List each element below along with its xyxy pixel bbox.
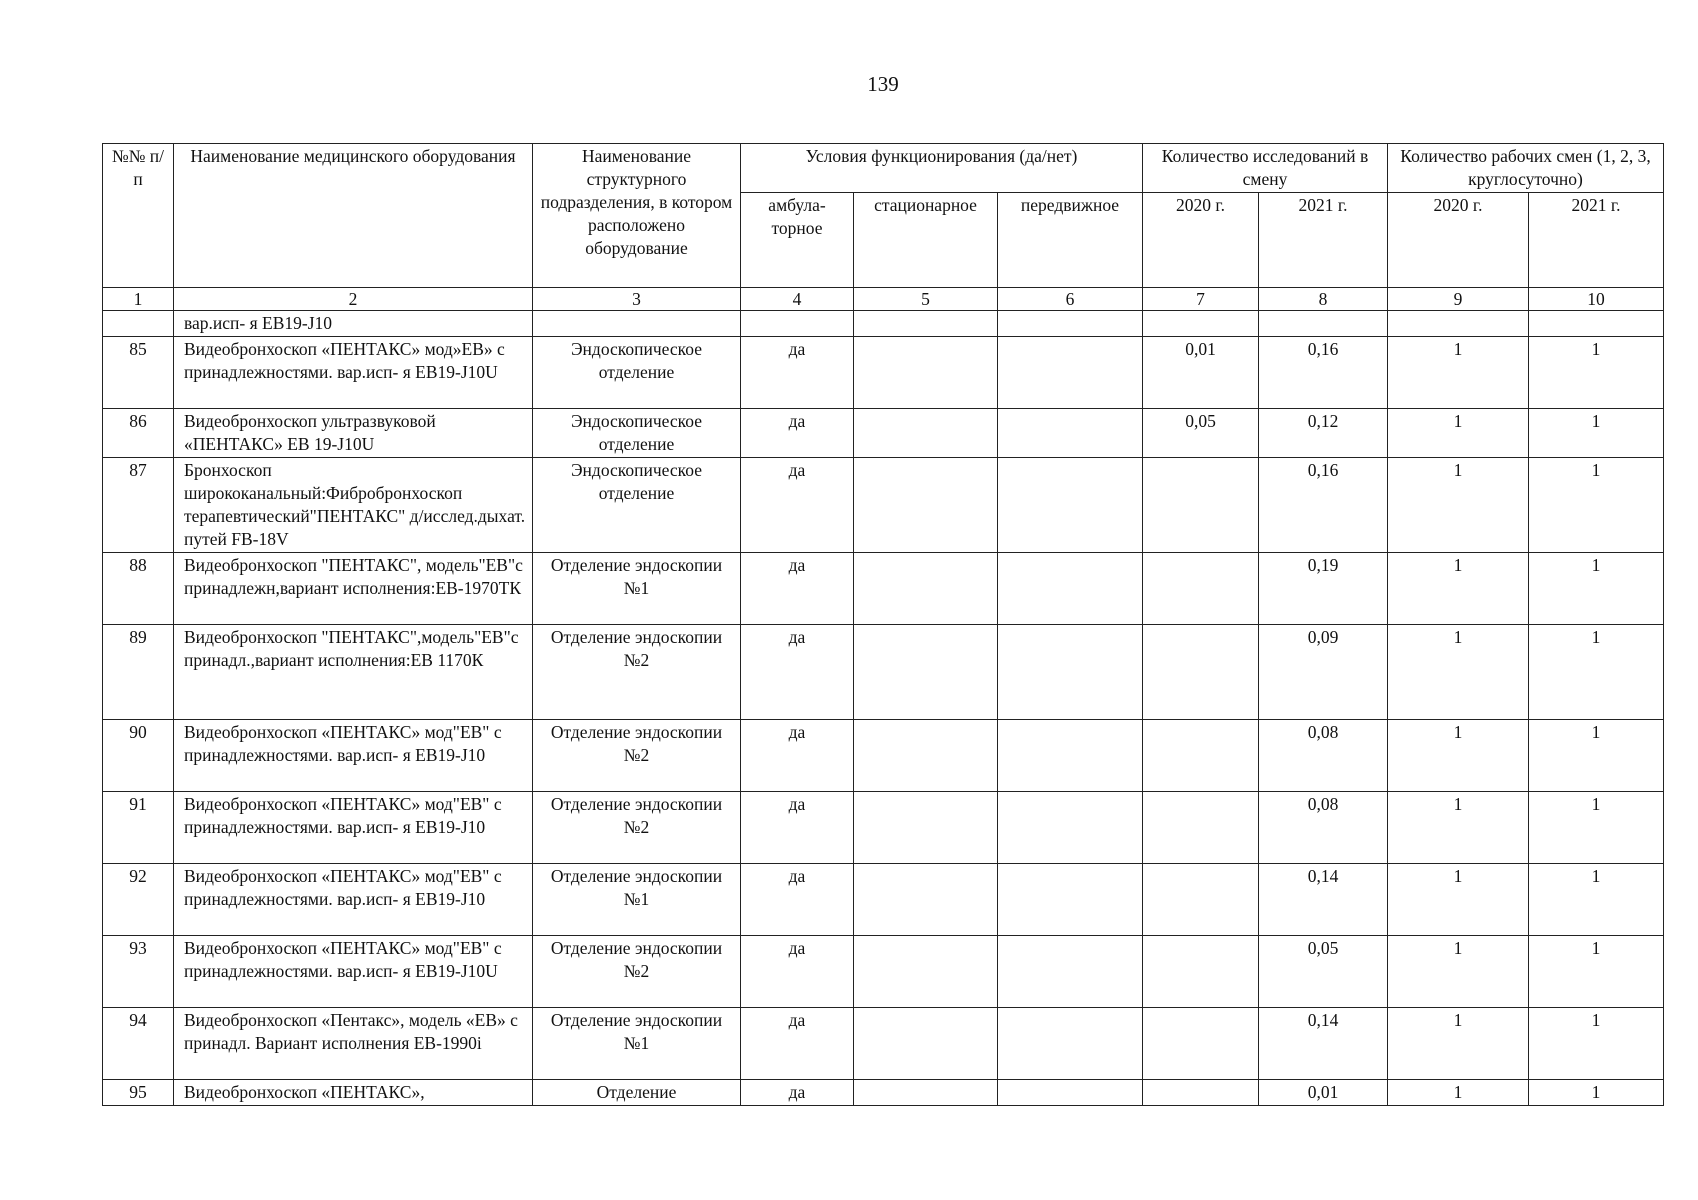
- row-equipment-name: Видеобронхоскоп «ПЕНТАКС» мод"ЕВ" с принадлежностями. вар.исп- я ЕВ19-J10: [174, 792, 533, 864]
- row-num: 92: [103, 864, 174, 936]
- header-studies-2021: 2021 г.: [1259, 193, 1388, 288]
- row-stationary: [854, 409, 998, 458]
- header-work-shifts: Количество рабочих смен (1, 2, 3, круглосуточно): [1388, 144, 1664, 193]
- row-studies-2020: [1143, 553, 1259, 625]
- row-studies-2020: [1143, 1080, 1259, 1106]
- column-number: 2: [174, 288, 533, 311]
- row-num: 89: [103, 625, 174, 720]
- row-num: 95: [103, 1080, 174, 1106]
- continuation-text: вар.исп- я ЕВ19-J10: [174, 311, 533, 337]
- column-numbers-row: [103, 288, 1664, 311]
- row-shifts-2021: 1: [1529, 936, 1664, 1008]
- row-shifts-2021: 1: [1529, 553, 1664, 625]
- row-shifts-2020: 1: [1388, 625, 1529, 720]
- row-ambulatory: да: [741, 864, 854, 936]
- row-shifts-2020: 1: [1388, 792, 1529, 864]
- table-row: [103, 337, 1664, 409]
- row-studies-2021: 0,14: [1259, 1008, 1388, 1080]
- row-shifts-2021: 1: [1529, 458, 1664, 553]
- header-mobile: передвижное: [998, 193, 1143, 288]
- row-mobile: [998, 864, 1143, 936]
- row-num: 91: [103, 792, 174, 864]
- row-equipment-name: Видеобронхоскоп "ПЕНТАКС", модель"ЕВ"с принадлежн,вариант исполнения:ЕВ-1970ТК: [174, 553, 533, 625]
- column-number: 7: [1143, 288, 1259, 311]
- row-studies-2021: 0,19: [1259, 553, 1388, 625]
- row-mobile: [998, 553, 1143, 625]
- row-shifts-2021: 1: [1529, 792, 1664, 864]
- row-shifts-2021: 1: [1529, 409, 1664, 458]
- column-number: 9: [1388, 288, 1529, 311]
- table-row: [103, 625, 1664, 720]
- row-shifts-2020: 1: [1388, 337, 1529, 409]
- row-studies-2020: [1143, 864, 1259, 936]
- continuation-row: [103, 311, 1664, 337]
- table-row: [103, 1008, 1664, 1080]
- row-studies-2020: [1143, 792, 1259, 864]
- row-ambulatory: да: [741, 625, 854, 720]
- column-number: 3: [533, 288, 741, 311]
- row-shifts-2020: 1: [1388, 1080, 1529, 1106]
- row-num: 93: [103, 936, 174, 1008]
- row-department: Отделение эндоскопии №2: [533, 625, 741, 720]
- row-studies-2021: 0,14: [1259, 864, 1388, 936]
- column-number: 8: [1259, 288, 1388, 311]
- row-equipment-name: Видеобронхоскоп "ПЕНТАКС",модель"ЕВ"с принадл.,вариант исполнения:ЕВ 1170К: [174, 625, 533, 720]
- row-equipment-name: Видеобронхоскоп «ПЕНТАКС» мод"ЕВ" с принадлежностями. вар.исп- я ЕВ19-J10: [174, 864, 533, 936]
- row-department: Эндоскопическое отделение: [533, 409, 741, 458]
- row-shifts-2020: 1: [1388, 553, 1529, 625]
- column-number: 1: [103, 288, 174, 311]
- row-ambulatory: да: [741, 553, 854, 625]
- equipment-table: [102, 143, 1664, 1106]
- row-department: Отделение эндоскопии №1: [533, 864, 741, 936]
- row-num: 87: [103, 458, 174, 553]
- row-mobile: [998, 936, 1143, 1008]
- column-number: 4: [741, 288, 854, 311]
- row-mobile: [998, 409, 1143, 458]
- row-num: 90: [103, 720, 174, 792]
- row-shifts-2021: 1: [1529, 337, 1664, 409]
- row-studies-2021: 0,01: [1259, 1080, 1388, 1106]
- row-stationary: [854, 1080, 998, 1106]
- row-mobile: [998, 720, 1143, 792]
- row-studies-2021: 0,16: [1259, 337, 1388, 409]
- row-department: Отделение эндоскопии №1: [533, 1008, 741, 1080]
- table-row: [103, 792, 1664, 864]
- row-ambulatory: да: [741, 792, 854, 864]
- row-department: Отделение эндоскопии №2: [533, 792, 741, 864]
- row-ambulatory: да: [741, 936, 854, 1008]
- table-row: [103, 720, 1664, 792]
- row-stationary: [854, 553, 998, 625]
- row-shifts-2021: 1: [1529, 625, 1664, 720]
- column-number: 6: [998, 288, 1143, 311]
- row-shifts-2020: 1: [1388, 409, 1529, 458]
- row-studies-2020: 0,01: [1143, 337, 1259, 409]
- header-num: №№ п/п: [103, 144, 174, 288]
- row-num: 85: [103, 337, 174, 409]
- row-equipment-name: Видеобронхоскоп ультразвуковой «ПЕНТАКС» ЕВ 19-J10U: [174, 409, 533, 458]
- row-studies-2021: 0,05: [1259, 936, 1388, 1008]
- header-shifts-2021: 2021 г.: [1529, 193, 1664, 288]
- row-stationary: [854, 720, 998, 792]
- table-row: [103, 864, 1664, 936]
- row-equipment-name: Видеобронхоскоп «Пентакс», модель «ЕВ» с принадл. Вариант исполнения ЕВ-1990i: [174, 1008, 533, 1080]
- header-equipment-name: Наименование медицинского оборудования: [174, 144, 533, 288]
- row-studies-2021: 0,08: [1259, 792, 1388, 864]
- row-equipment-name: Бронхоскоп ширококанальный:Фибробронхоскоп терапевтический"ПЕНТАКС" д/исслед.дыхат. путей FB-18V: [174, 458, 533, 553]
- row-shifts-2020: 1: [1388, 864, 1529, 936]
- row-ambulatory: да: [741, 1008, 854, 1080]
- row-studies-2021: 0,16: [1259, 458, 1388, 553]
- row-equipment-name: Видеобронхоскоп «ПЕНТАКС» мод"ЕВ" с принадлежностями. вар.исп- я ЕВ19-J10U: [174, 936, 533, 1008]
- header-ambulatory: амбула-торное: [741, 193, 854, 288]
- header-department: Наименование структурного подразделения, в котором расположено оборудование: [533, 144, 741, 288]
- row-stationary: [854, 792, 998, 864]
- row-stationary: [854, 936, 998, 1008]
- row-stationary: [854, 458, 998, 553]
- row-num: 94: [103, 1008, 174, 1080]
- row-shifts-2021: 1: [1529, 720, 1664, 792]
- row-shifts-2020: 1: [1388, 720, 1529, 792]
- row-department: Эндоскопическое отделение: [533, 458, 741, 553]
- row-mobile: [998, 1008, 1143, 1080]
- row-num: 86: [103, 409, 174, 458]
- row-stationary: [854, 864, 998, 936]
- row-stationary: [854, 625, 998, 720]
- row-shifts-2020: 1: [1388, 936, 1529, 1008]
- header-studies-per-shift: Количество исследований в смену: [1143, 144, 1388, 193]
- row-stationary: [854, 1008, 998, 1080]
- row-ambulatory: да: [741, 1080, 854, 1106]
- row-studies-2021: 0,09: [1259, 625, 1388, 720]
- row-shifts-2021: 1: [1529, 1080, 1664, 1106]
- row-studies-2021: 0,08: [1259, 720, 1388, 792]
- row-mobile: [998, 792, 1143, 864]
- row-ambulatory: да: [741, 337, 854, 409]
- row-shifts-2021: 1: [1529, 864, 1664, 936]
- row-ambulatory: да: [741, 409, 854, 458]
- row-department: Эндоскопическое отделение: [533, 337, 741, 409]
- table-row: [103, 936, 1664, 1008]
- row-ambulatory: да: [741, 720, 854, 792]
- row-studies-2020: [1143, 936, 1259, 1008]
- row-department: Отделение: [533, 1080, 741, 1106]
- row-equipment-name: Видеобронхоскоп «ПЕНТАКС» мод"ЕВ" с принадлежностями. вар.исп- я ЕВ19-J10: [174, 720, 533, 792]
- row-ambulatory: да: [741, 458, 854, 553]
- row-studies-2020: [1143, 458, 1259, 553]
- header-conditions: Условия функционирования (да/нет): [741, 144, 1143, 193]
- header-stationary: стационарное: [854, 193, 998, 288]
- row-num: 88: [103, 553, 174, 625]
- row-studies-2020: [1143, 625, 1259, 720]
- column-number: 5: [854, 288, 998, 311]
- row-shifts-2020: 1: [1388, 458, 1529, 553]
- row-equipment-name: Видеобронхоскоп «ПЕНТАКС» мод»ЕВ» с принадлежностями. вар.исп- я ЕВ19-J10U: [174, 337, 533, 409]
- row-mobile: [998, 458, 1143, 553]
- table-row: [103, 409, 1664, 458]
- row-studies-2021: 0,12: [1259, 409, 1388, 458]
- table-row: [103, 1080, 1664, 1106]
- row-department: Отделение эндоскопии №2: [533, 720, 741, 792]
- row-studies-2020: [1143, 1008, 1259, 1080]
- row-department: Отделение эндоскопии №2: [533, 936, 741, 1008]
- table-row: [103, 553, 1664, 625]
- row-stationary: [854, 337, 998, 409]
- row-shifts-2020: 1: [1388, 1008, 1529, 1080]
- row-studies-2020: 0,05: [1143, 409, 1259, 458]
- header-shifts-2020: 2020 г.: [1388, 193, 1529, 288]
- column-number: 10: [1529, 288, 1664, 311]
- row-shifts-2021: 1: [1529, 1008, 1664, 1080]
- table-row: [103, 458, 1664, 553]
- row-equipment-name: Видеобронхоскоп «ПЕНТАКС»,: [174, 1080, 533, 1106]
- page-number: 139: [867, 72, 899, 96]
- row-mobile: [998, 1080, 1143, 1106]
- row-department: Отделение эндоскопии №1: [533, 553, 741, 625]
- row-studies-2020: [1143, 720, 1259, 792]
- header-studies-2020: 2020 г.: [1143, 193, 1259, 288]
- row-mobile: [998, 625, 1143, 720]
- row-mobile: [998, 337, 1143, 409]
